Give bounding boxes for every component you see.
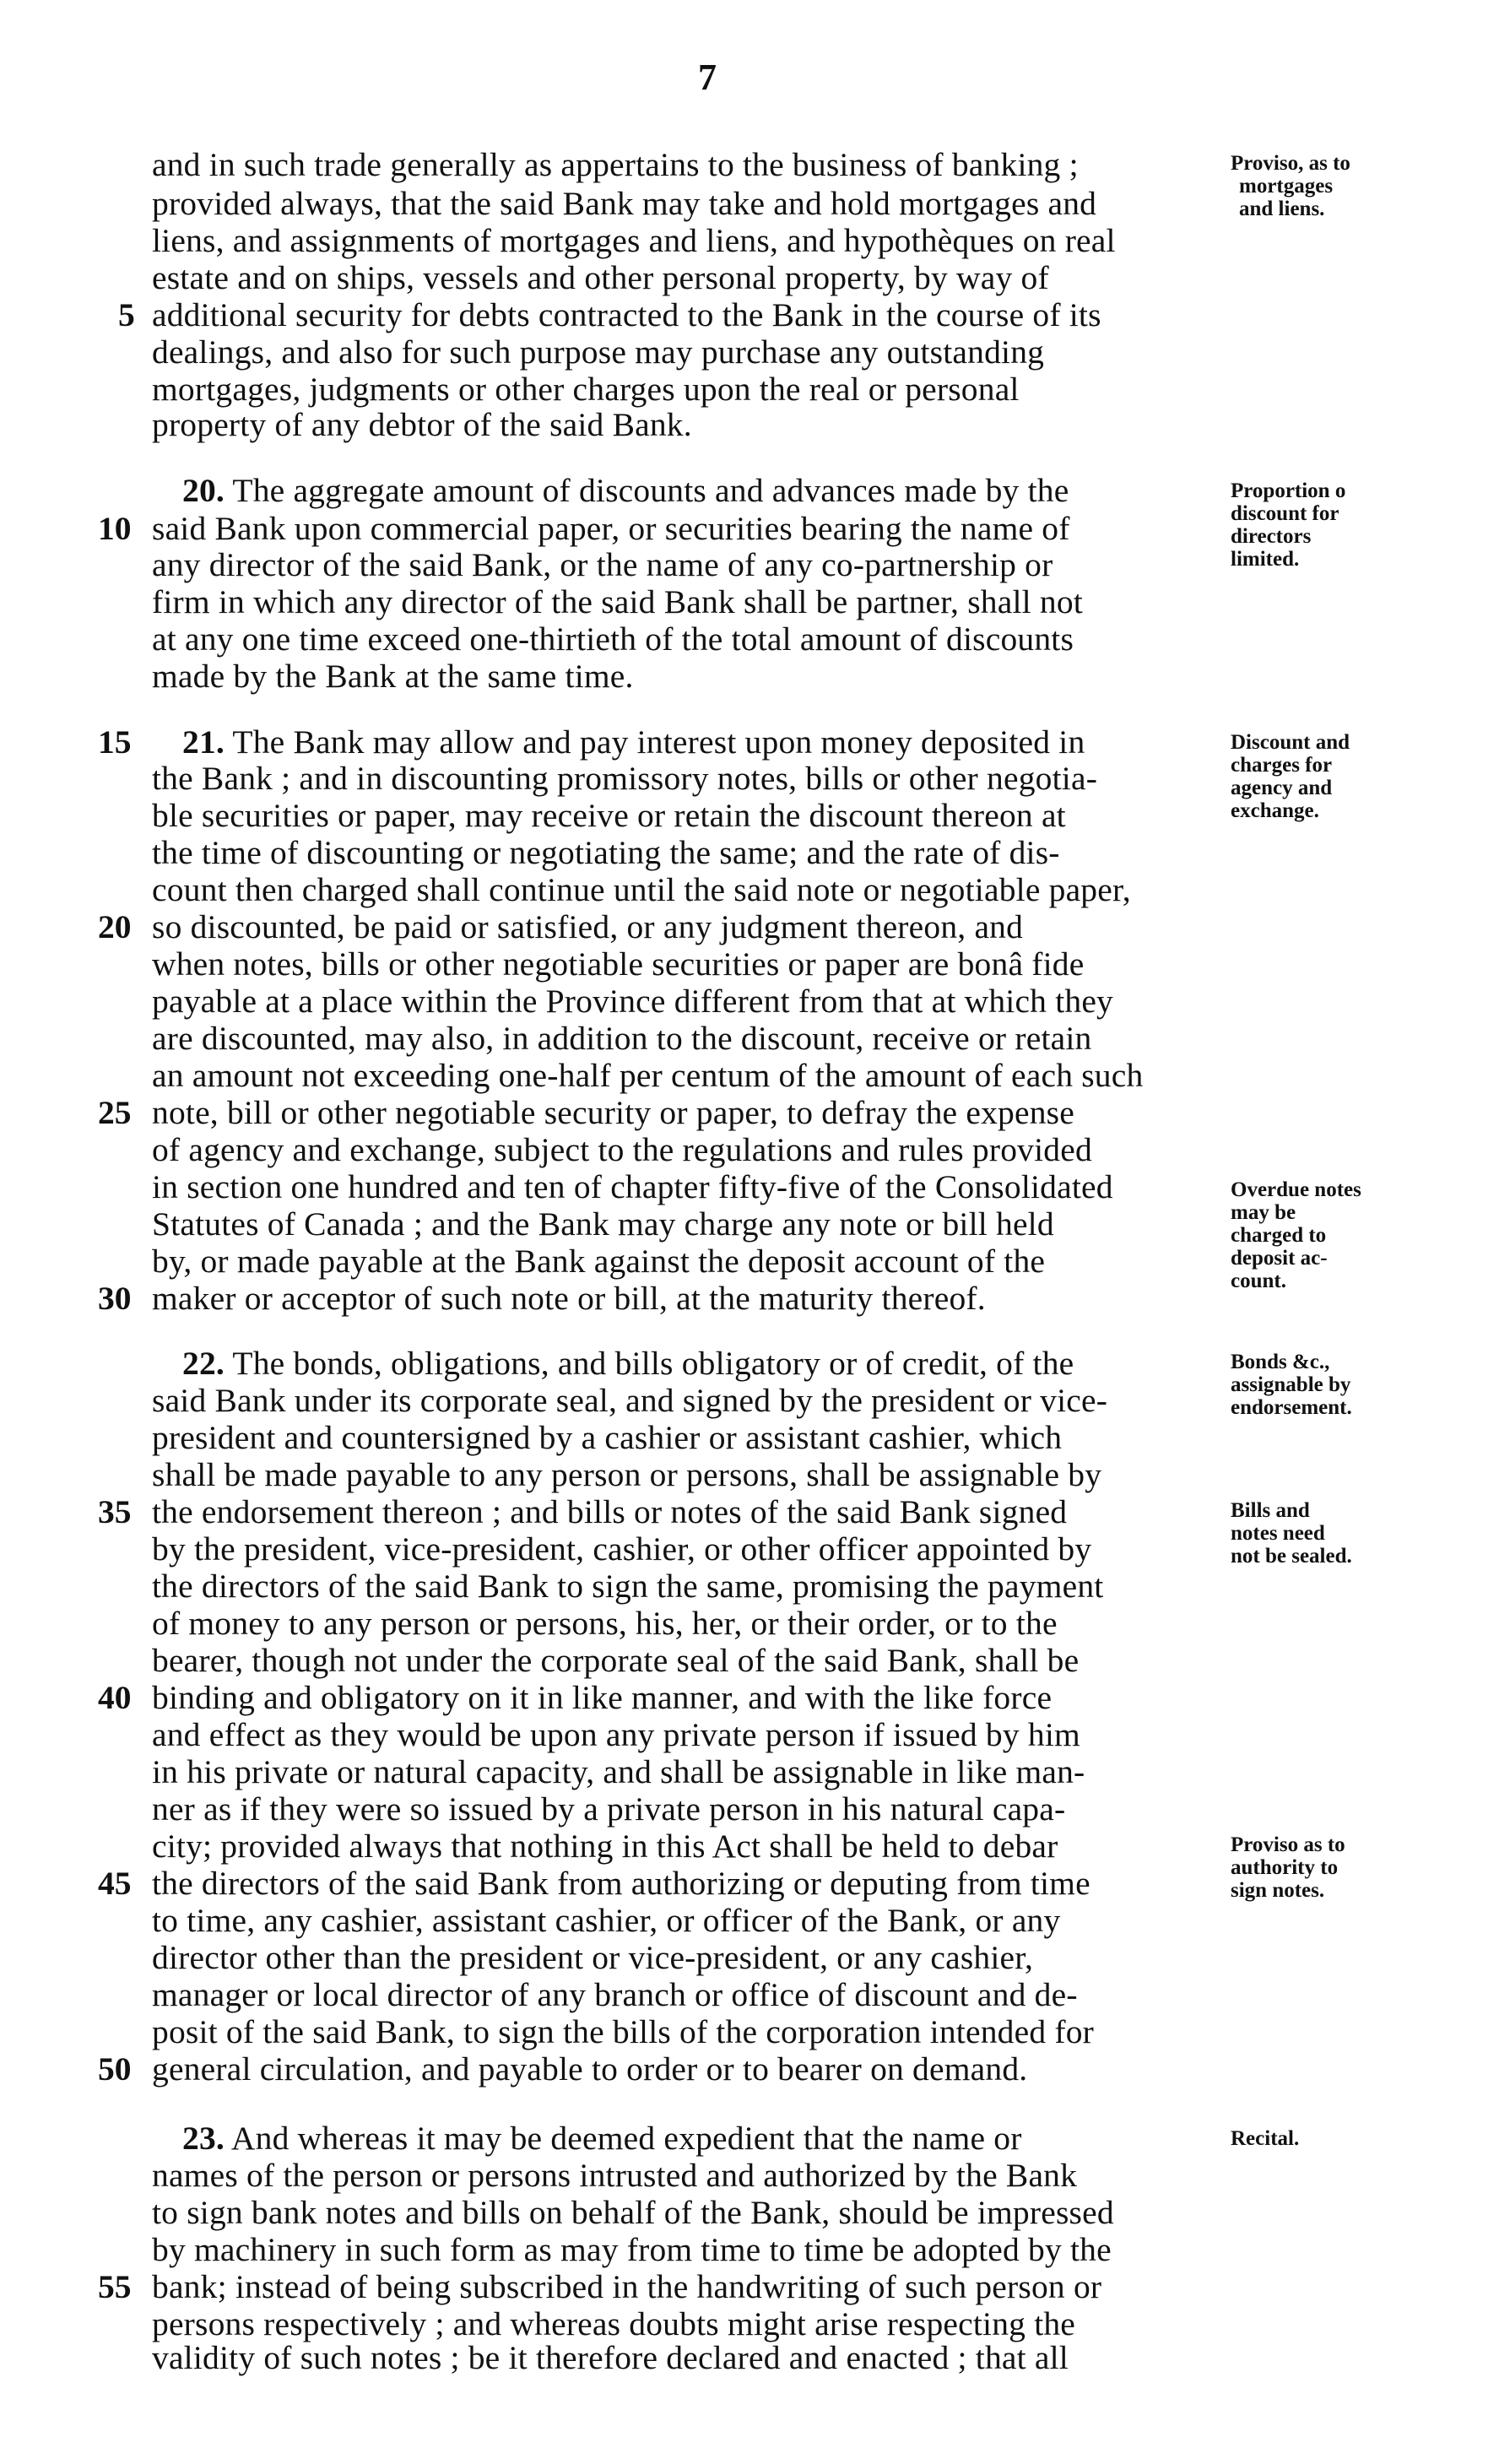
text-line: of money to any person or persons, his, her, or their order, or to the (152, 1605, 1058, 1642)
margin-note-line: not be sealed. (1231, 1545, 1352, 1568)
text-line: to sign bank notes and bills on behalf of the Bank, should be impressed (152, 2194, 1114, 2231)
text-line: property of any debtor of the said Bank. (152, 406, 692, 443)
margin-note-line: notes need (1231, 1522, 1325, 1545)
text-line: when notes, bills or other negotiable securities or paper are bonâ fide (152, 945, 1085, 983)
margin-note-overdue-notes (1231, 1178, 1484, 1292)
text-line: manager or local director of any branch or office of discount and de- (152, 1976, 1078, 2013)
text-line: bank; instead of being subscribed in the handwriting of such person or (152, 2268, 1102, 2305)
page-number: 7 (698, 57, 717, 98)
margin-note-line: deposit ac- (1231, 1247, 1328, 1270)
text-line: shall be made payable to any person or persons, shall be assignable by (152, 1456, 1102, 1493)
line-number: 55 (98, 2268, 132, 2305)
line-number: 50 (98, 2050, 132, 2088)
margin-note-line: directors (1231, 525, 1312, 548)
text-line: ble securities or paper, may receive or retain the discount thereon at (152, 797, 1066, 834)
margin-note-bonds-assignable (1231, 1351, 1484, 1419)
margin-note-line: agency and (1231, 777, 1333, 799)
line-number: 40 (98, 1679, 132, 1716)
section-22-first-line (182, 1344, 1224, 1383)
text-line: estate and on ships, vessels and other personal property, by way of (152, 259, 1049, 296)
line-number: 30 (98, 1280, 132, 1317)
text-line: said Bank under its corporate seal, and signed by the president or vice- (152, 1382, 1108, 1419)
line-number: 5 (118, 296, 135, 333)
text-line: payable at a place within the Province different from that at which they (152, 983, 1114, 1020)
margin-note-line: exchange. (1231, 799, 1319, 822)
margin-note-line: Discount and (1231, 731, 1350, 754)
margin-note-line: assignable by (1231, 1373, 1351, 1396)
text-line: the endorsement thereon ; and bills or notes of the said Bank signed (152, 1493, 1068, 1530)
text-line: And whereas it may be deemed expedient that the name or (230, 2120, 1022, 2157)
text-line: the Bank ; and in discounting promissory notes, bills or other negotia- (152, 760, 1098, 797)
margin-note-line: Proviso as to (1231, 1833, 1345, 1856)
section-number: 22. (182, 1345, 225, 1382)
text-line: at any one time exceed one-thirtieth of the total amount of discounts (152, 620, 1074, 658)
margin-note-line: authority to (1231, 1856, 1339, 1879)
margin-note-line: charges for (1231, 754, 1333, 777)
margin-note-line: charged to (1231, 1224, 1327, 1247)
text-line: of agency and exchange, subject to the regulations and rules provided (152, 1131, 1092, 1168)
text-line: posit of the said Bank, to sign the bills of the corporation intended for (152, 2013, 1095, 2050)
text-line: bearer, though not under the corporate seal of the said Bank, shall be (152, 1642, 1080, 1679)
margin-note-line: count. (1231, 1270, 1286, 1292)
line-number: 10 (98, 510, 132, 547)
text-line: by the president, vice-president, cashier, or other officer appointed by (152, 1530, 1092, 1568)
text-line: the time of discounting or negotiating the same; and the rate of dis- (152, 834, 1060, 871)
text-line: to time, any cashier, assistant cashier, or officer of the Bank, or any (152, 1902, 1061, 1939)
text-line: firm in which any director of the said Bank shall be partner, shall not (152, 583, 1083, 620)
margin-note-proportion-discount (1231, 479, 1484, 571)
section-20-first-line (182, 471, 1224, 510)
text-line: additional security for debts contracted to the Bank in the course of its (152, 296, 1101, 333)
line-number: 15 (98, 723, 132, 761)
margin-note-line: may be (1231, 1201, 1296, 1224)
text-line: ner as if they were so issued by a private person in his natural capa- (152, 1790, 1066, 1828)
margin-note-line: sign notes. (1231, 1879, 1325, 1902)
section-23-first-line (182, 2119, 1224, 2158)
text-line: by, or made payable at the Bank against the deposit account of the (152, 1243, 1046, 1280)
text-line: president and countersigned by a cashier or assistant cashier, which (152, 1419, 1063, 1456)
text-line: liens, and assignments of mortgages and liens, and hypothèques on real (152, 222, 1116, 259)
text-line: The aggregate amount of discounts and advances made by the (232, 472, 1069, 509)
text-line: dealings, and also for such purpose may purchase any outstanding (152, 333, 1045, 371)
text-line: are discounted, may also, in addition to the discount, receive or retain (152, 1020, 1092, 1057)
text-line: and effect as they would be upon any private person if issued by him (152, 1716, 1080, 1753)
text-line: general circulation, and payable to order or to bearer on demand. (152, 2050, 1028, 2088)
margin-note-line: discount for (1231, 502, 1339, 525)
text-line: The Bank may allow and pay interest upon money deposited in (232, 723, 1085, 761)
text-line: binding and obligatory on it in like manner, and with the like force (152, 1679, 1053, 1716)
line-number: 20 (98, 908, 132, 945)
text-line: note, bill or other negotiable security or paper, to defray the expense (152, 1094, 1074, 1131)
margin-note-discount-charges (1231, 731, 1484, 822)
margin-note-line: Recital. (1231, 2127, 1300, 2150)
margin-note-line: Overdue notes (1231, 1178, 1361, 1201)
text-line: the directors of the said Bank from authorizing or deputing from time (152, 1865, 1090, 1902)
margin-note-line: and liens. (1239, 198, 1325, 220)
line-number: 35 (98, 1493, 132, 1530)
margin-note-line: Bonds &c., (1231, 1351, 1330, 1373)
text-line: in section one hundred and ten of chapter fifty-five of the Consolidated (152, 1168, 1113, 1205)
text-line: The bonds, obligations, and bills obligatory or of credit, of the (232, 1345, 1074, 1382)
line-number: 45 (98, 1865, 132, 1902)
margin-note-bills-not-sealed (1231, 1499, 1484, 1568)
text-line: by machinery in such form as may from time to time be adopted by the (152, 2231, 1112, 2268)
margin-note-proviso-mortgages (1231, 152, 1484, 220)
text-line: names of the person or persons intrusted and authorized by the Bank (152, 2157, 1078, 2194)
section-21-first-line (182, 723, 1224, 761)
margin-note-line: limited. (1231, 548, 1300, 571)
text-line: the directors of the said Bank to sign the same, promising the payment (152, 1568, 1104, 1605)
section-number: 20. (182, 472, 225, 509)
margin-note-line: Proviso, as to (1231, 152, 1350, 175)
text-line: so discounted, be paid or satisfied, or any judgment thereon, and (152, 908, 1024, 945)
margin-note-proviso-authority (1231, 1833, 1484, 1902)
section-number: 21. (182, 723, 225, 761)
margin-note-line: Bills and (1231, 1499, 1310, 1522)
margin-note-line: mortgages (1239, 175, 1334, 198)
text-line: maker or acceptor of such note or bill, at the maturity thereof. (152, 1280, 986, 1317)
margin-note-line: Proportion o (1231, 479, 1346, 502)
margin-note-line: endorsement. (1231, 1396, 1352, 1419)
text-line: Statutes of Canada ; and the Bank may charge any note or bill held (152, 1205, 1054, 1243)
text-line: validity of such notes ; be it therefore declared and enacted ; that all (152, 2339, 1069, 2376)
text-line: provided always, that the said Bank may take and hold mortgages and (152, 185, 1097, 222)
text-line: said Bank upon commercial paper, or securities bearing the name of (152, 510, 1070, 547)
margin-note-recital (1231, 2127, 1484, 2150)
text-line: mortgages, judgments or other charges upon the real or personal (152, 371, 1020, 408)
text-line: city; provided always that nothing in this Act shall be held to debar (152, 1828, 1058, 1865)
line-number: 25 (98, 1094, 132, 1131)
text-line: and in such trade generally as appertains to the business of banking ; (152, 146, 1079, 183)
text-line: director other than the president or vice-president, or any cashier, (152, 1939, 1034, 1976)
text-line: persons respectively ; and whereas doubts might arise respecting the (152, 2305, 1076, 2342)
text-line: made by the Bank at the same time. (152, 658, 634, 695)
text-line: an amount not exceeding one-half per centum of the amount of each such (152, 1057, 1144, 1094)
text-line: any director of the said Bank, or the name of any co-partnership or (152, 546, 1053, 583)
text-line: count then charged shall continue until the said note or negotiable paper, (152, 871, 1131, 908)
section-number: 23. (182, 2120, 225, 2157)
text-line: in his private or natural capacity, and shall be assignable in like man- (152, 1753, 1085, 1790)
